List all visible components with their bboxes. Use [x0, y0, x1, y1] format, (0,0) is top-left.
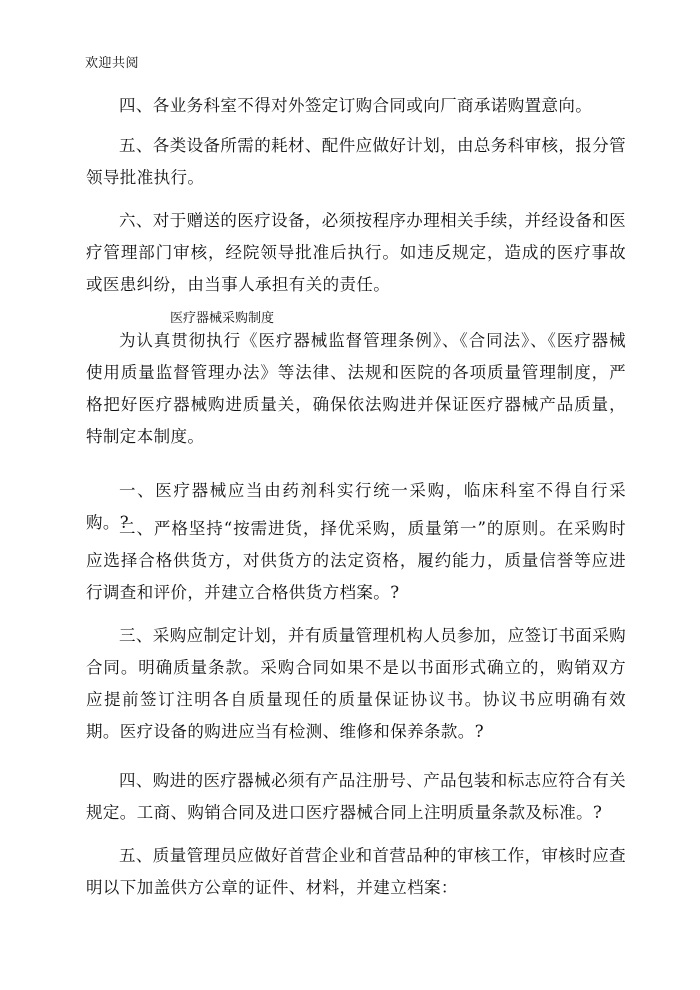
paragraph-6: 六、对于赠送的医疗设备，必须按程序办理相关手续，并经设备和医疗管理部门审核，经院领导批准后执行。如违反规定，造成的医疗事故或医患纠纷，由当事人承担有关的责任。 — [86, 211, 626, 294]
paragraph-4: 四、各业务科室不得对外签定订购合同或向厂商承诺购置意向。 — [119, 96, 593, 115]
section-item-1: 一、医疗器械应当由药剂科实行统一采购，临床科室不得自行采购。? — [86, 481, 626, 532]
section-item-3: 三、采购应制定计划，并有质量管理机构人员参加，应签订书面采购合同。明确质量条款。采购合同如果不是以书面形式确立的，购销双方应提前签订注明各自质量现任的质量保证协议书。协议书应明确有效期。医疗设备的购进应当有检测、维修和保养条款。? — [86, 626, 626, 741]
section-item-2: 二、严格坚持“按需进货，择优采购，质量第一”的原则。在采购时应选择合格供货方，对供货方的法定资格，履约能力，质量信誉等应进行调查和评价，并建立合格供货方档案。? — [86, 519, 626, 602]
section-item-4: 四、购进的医疗器械必须有产品注册号、产品包装和标志应符合有关规定。工商、购销合同及进口医疗器械合同上注明质量条款及标准。? — [86, 771, 626, 822]
section-title: 医疗器械采购制度 — [170, 311, 275, 326]
paragraph-5: 五、各类设备所需的耗材、配件应做好计划，由总务科审核，报分管领导批准执行。 — [86, 136, 626, 187]
page-header: 欢迎共阅 — [85, 56, 140, 71]
section-intro: 为认真贯彻执行《医疗器械监督管理条例》、《合同法》、《医疗器械使用质量监督管理办法》等法律、法规和医院的各项质量管理制度，严格把好医疗器械购进质量关，确保依法购进并保证医疗器械产品质量，特制定本制度。 — [86, 331, 626, 446]
section-item-5: 五、质量管理员应做好首营企业和首营品种的审核工作，审核时应查明以下加盖供方公章的证件、材料，并建立档案： — [86, 846, 626, 897]
